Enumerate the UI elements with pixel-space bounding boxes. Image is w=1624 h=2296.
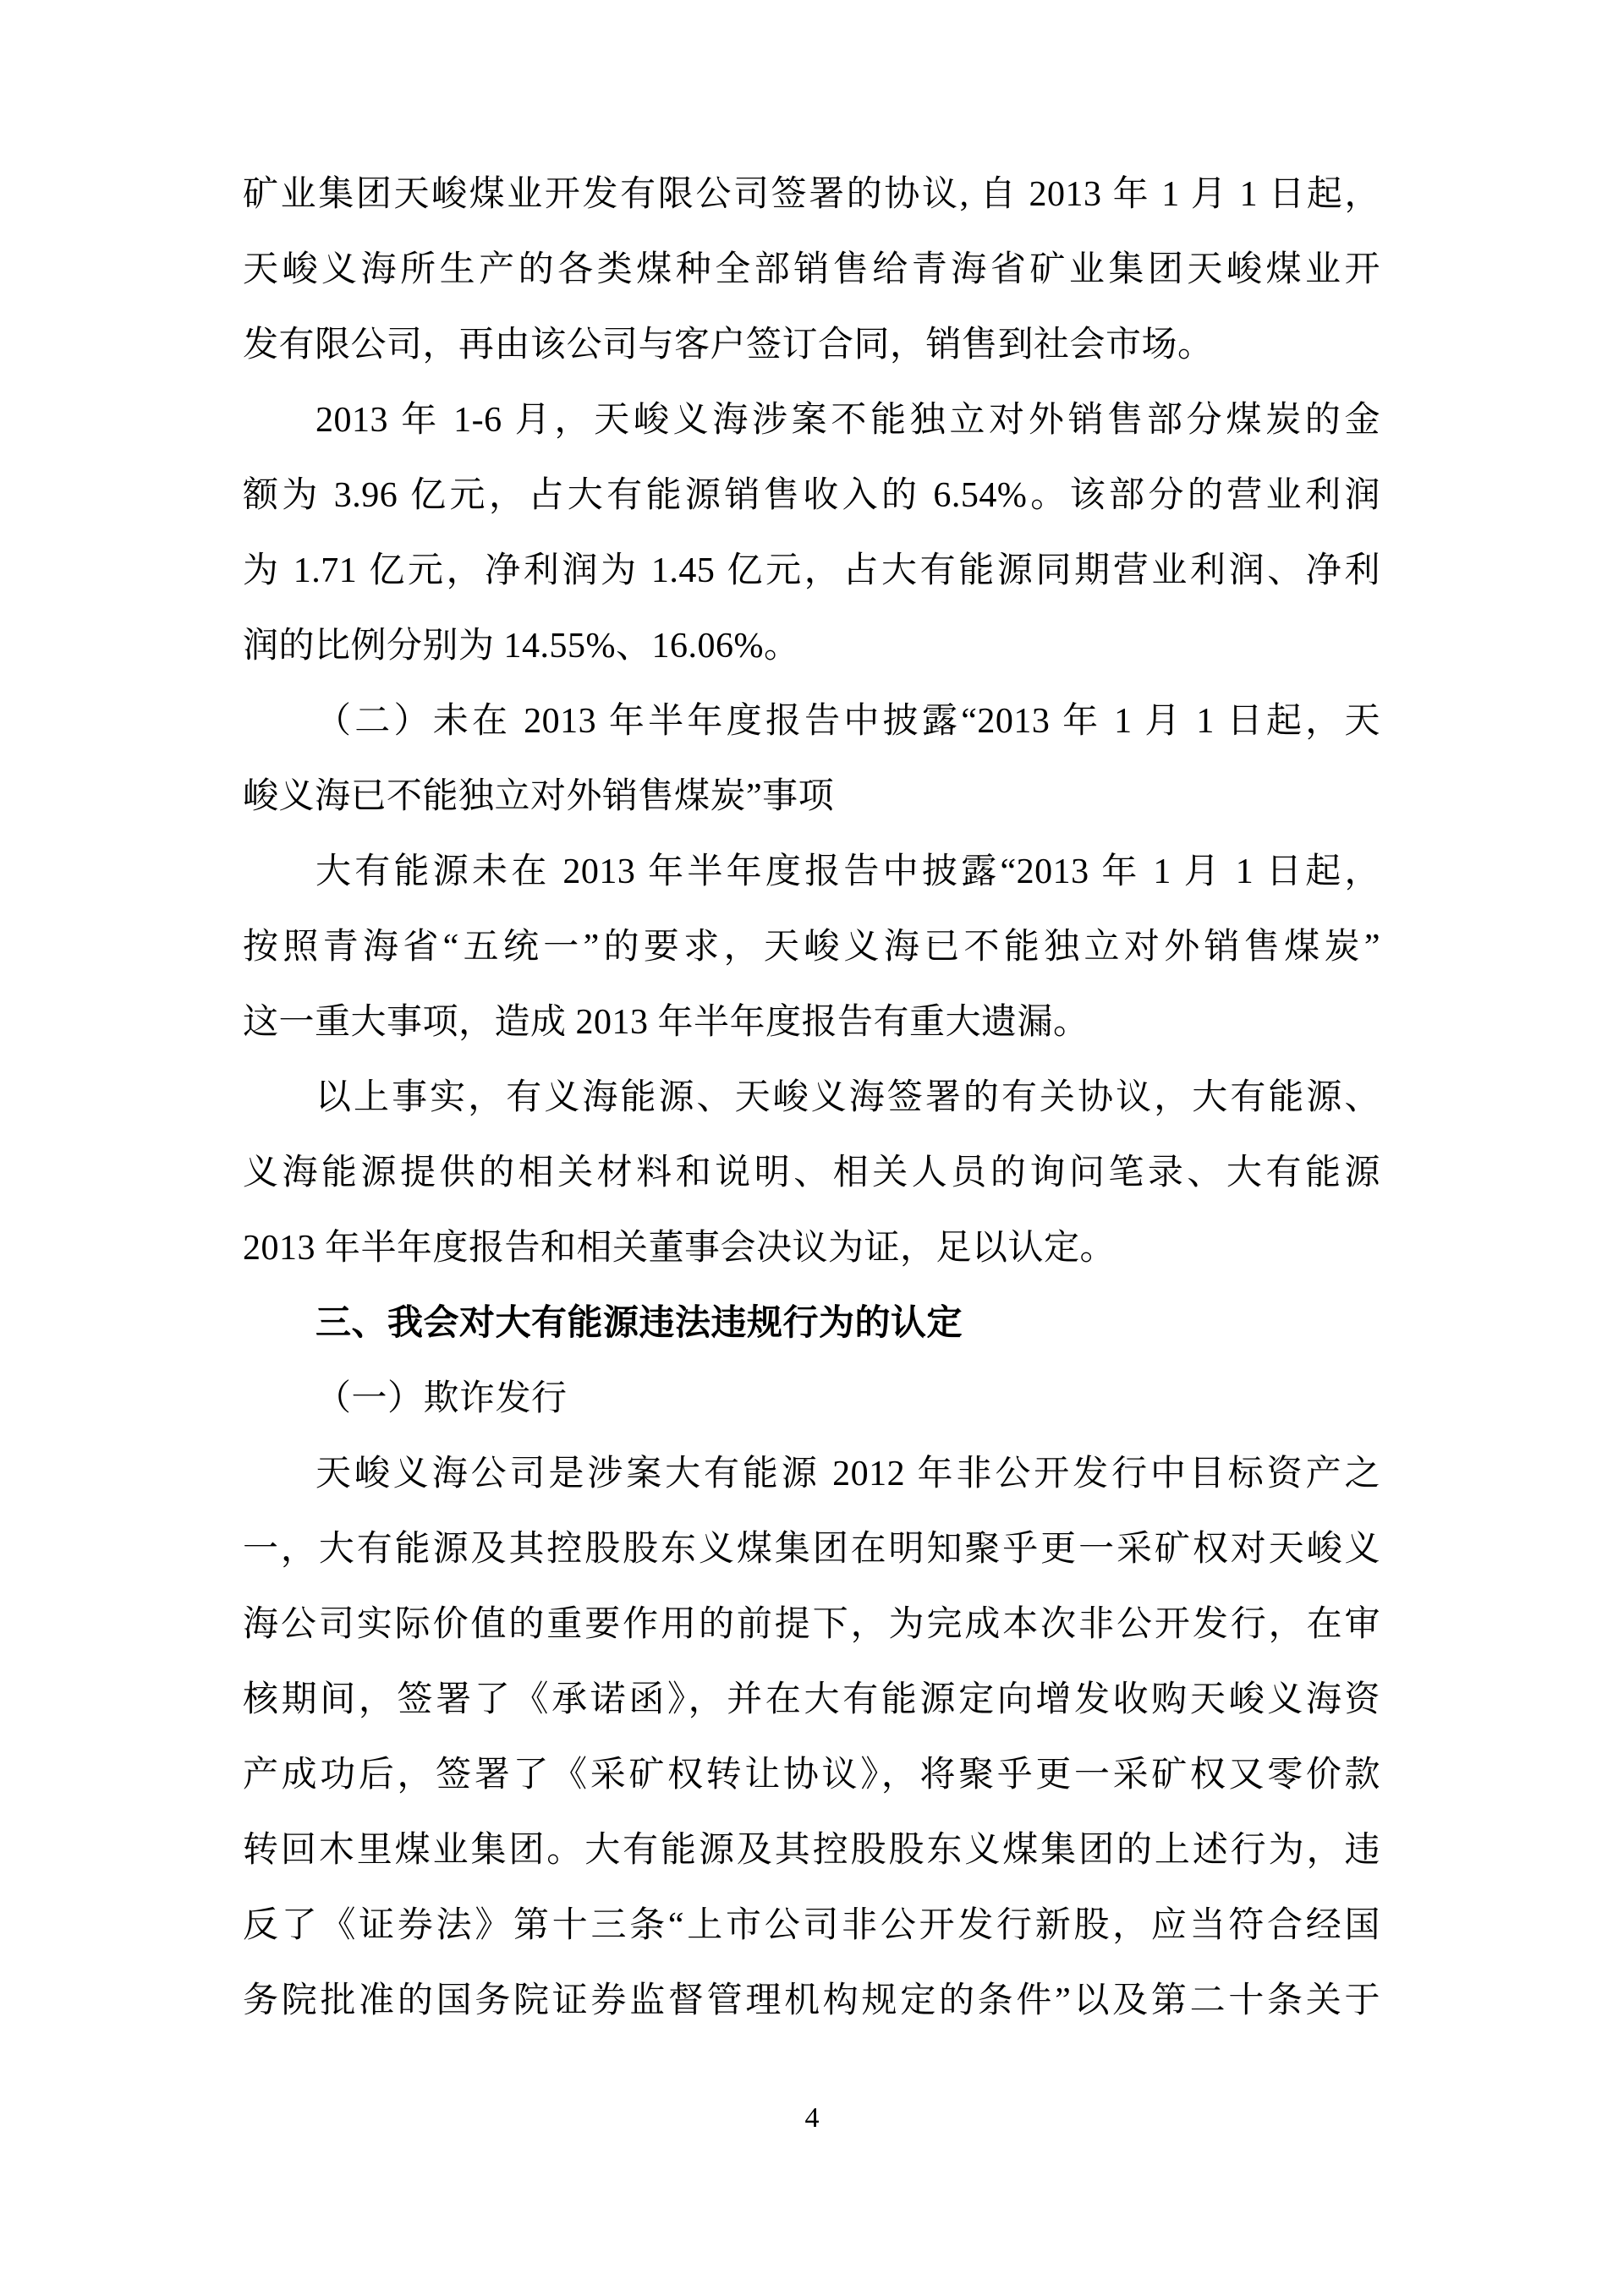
text-line-11: 按照青海省“五统一”的要求，天峻义海已不能独立对外销售煤炭” bbox=[243, 928, 1380, 967]
section-heading-3: 三、我会对大有能源违法违规行为的认定 bbox=[315, 1304, 963, 1343]
text-line-1: 矿业集团天峻煤业开发有限公司签署的协议, 自 2013 年 1 月 1 日起， bbox=[243, 175, 1380, 214]
text-line-14: 义海能源提供的相关材料和说明、相关人员的询问笔录、大有能源 bbox=[243, 1153, 1380, 1192]
text-line-13: 以上事实，有义海能源、天峻义海签署的有关协议，大有能源、 bbox=[315, 1078, 1380, 1117]
text-line-6: 为 1.71 亿元，净利润为 1.45 亿元，占大有能源同期营业利润、净利 bbox=[243, 551, 1380, 590]
page-number: 4 bbox=[804, 2102, 820, 2134]
text-line-22: 产成功后，签署了《采矿权转让协议》，将聚乎更一采矿权又零价款 bbox=[243, 1756, 1380, 1795]
text-line-18: 天峻义海公司是涉案大有能源 2012 年非公开发行中目标资产之 bbox=[315, 1455, 1380, 1493]
text-line-25: 务院批准的国务院证券监督管理机构规定的条件”以及第二十条关于 bbox=[243, 1981, 1380, 2020]
text-line-20: 海公司实际价值的重要作用的前提下，为完成本次非公开发行，在审 bbox=[243, 1605, 1380, 1644]
subheading-section-2-line-2: 峻义海已不能独立对外销售煤炭”事项 bbox=[243, 777, 835, 816]
text-line-7: 润的比例分别为 14.55%、16.06%。 bbox=[243, 627, 800, 666]
text-line-3: 发有限公司，再由该公司与客户签订合同，销售到社会市场。 bbox=[243, 326, 1214, 364]
text-line-2: 天峻义海所生产的各类煤种全部销售给青海省矿业集团天峻煤业开 bbox=[243, 250, 1380, 289]
text-line-5: 额为 3.96 亿元，占大有能源销售收入的 6.54%。该部分的营业利润 bbox=[243, 476, 1380, 515]
text-line-19: 一，大有能源及其控股股东义煤集团在明知聚乎更一采矿权对天峻义 bbox=[243, 1530, 1380, 1569]
text-line-10: 大有能源未在 2013 年半年度报告中披露“2013 年 1 月 1 日起， bbox=[315, 852, 1380, 891]
document-body-text bbox=[243, 157, 1380, 2039]
text-line-4: 2013 年 1-6 月，天峻义海涉案不能独立对外销售部分煤炭的金 bbox=[315, 401, 1380, 440]
text-line-15: 2013 年半年度报告和相关董事会决议为证，足以认定。 bbox=[243, 1229, 1116, 1268]
text-line-23: 转回木里煤业集团。大有能源及其控股股东义煤集团的上述行为，违 bbox=[243, 1831, 1380, 1870]
subheading-section-2-line-1: （二）未在 2013 年半年度报告中披露“2013 年 1 月 1 日起，天 bbox=[315, 702, 1380, 741]
text-line-21: 核期间，签署了《承诺函》，并在大有能源定向增发收购天峻义海资 bbox=[243, 1680, 1380, 1719]
text-line-24: 反了《证券法》第十三条“上市公司非公开发行新股，应当符合经国 bbox=[243, 1906, 1380, 1945]
subheading-section-1: （一）欺诈发行 bbox=[315, 1379, 568, 1418]
text-line-12: 这一重大事项，造成 2013 年半年度报告有重大遗漏。 bbox=[243, 1003, 1089, 1042]
